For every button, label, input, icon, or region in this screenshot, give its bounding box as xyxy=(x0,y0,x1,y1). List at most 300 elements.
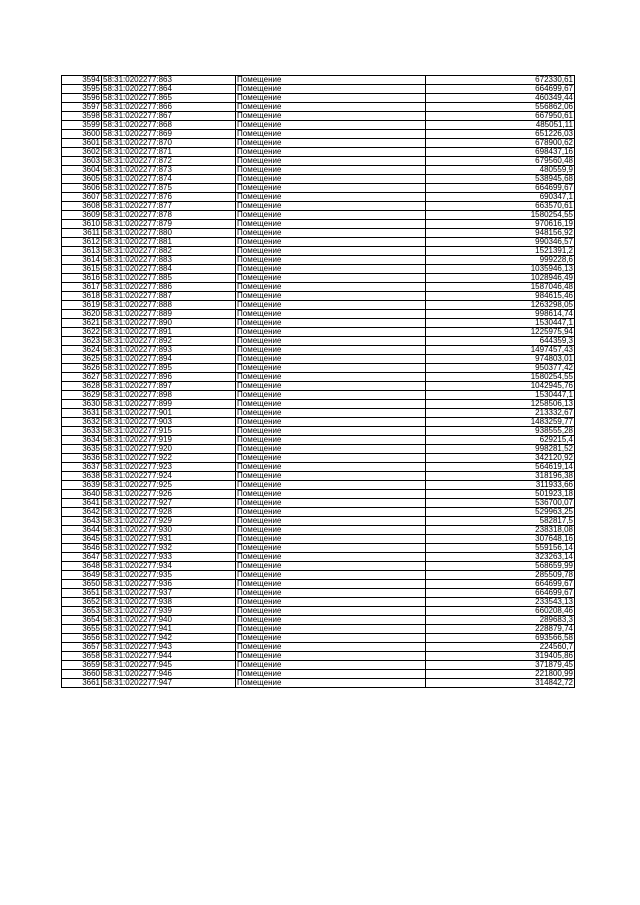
cadastral-number-cell: 58:31:0202277:944 xyxy=(102,652,236,661)
cadastral-number-cell: 58:31:0202277:873 xyxy=(102,166,236,175)
cadastral-number-cell: 58:31:0202277:884 xyxy=(102,265,236,274)
cadastral-value-cell: 1497457,43 xyxy=(426,346,575,355)
cadastral-number-cell: 58:31:0202277:922 xyxy=(102,454,236,463)
row-number-cell: 3651 xyxy=(62,589,102,598)
row-number-cell: 3622 xyxy=(62,328,102,337)
row-number-cell: 3611 xyxy=(62,229,102,238)
cadastral-value-cell: 480559,9 xyxy=(426,166,575,175)
row-number-cell: 3655 xyxy=(62,625,102,634)
object-type-cell: Помещение xyxy=(236,337,426,346)
object-type-cell: Помещение xyxy=(236,562,426,571)
table-row xyxy=(62,256,575,265)
cadastral-number-cell: 58:31:0202277:872 xyxy=(102,157,236,166)
cadastral-value-cell: 984615,46 xyxy=(426,292,575,301)
cadastral-number-cell: 58:31:0202277:931 xyxy=(102,535,236,544)
object-type-cell: Помещение xyxy=(236,643,426,652)
object-type-cell: Помещение xyxy=(236,148,426,157)
cadastral-number-cell: 58:31:0202277:897 xyxy=(102,382,236,391)
row-number-cell: 3612 xyxy=(62,238,102,247)
row-number-cell: 3654 xyxy=(62,616,102,625)
cadastral-number-cell: 58:31:0202277:929 xyxy=(102,517,236,526)
cadastral-number-cell: 58:31:0202277:919 xyxy=(102,436,236,445)
cadastral-value-cell: 998281,52 xyxy=(426,445,575,454)
table-row xyxy=(62,328,575,337)
row-number-cell: 3634 xyxy=(62,436,102,445)
table-row xyxy=(62,346,575,355)
object-type-cell: Помещение xyxy=(236,418,426,427)
row-number-cell: 3659 xyxy=(62,661,102,670)
row-number-cell: 3605 xyxy=(62,175,102,184)
cadastral-value-cell: 644359,3 xyxy=(426,337,575,346)
cadastral-number-cell: 58:31:0202277:877 xyxy=(102,202,236,211)
cadastral-value-cell: 950377,42 xyxy=(426,364,575,373)
row-number-cell: 3658 xyxy=(62,652,102,661)
object-type-cell: Помещение xyxy=(236,508,426,517)
cadastral-number-cell: 58:31:0202277:865 xyxy=(102,94,236,103)
cadastral-value-cell: 536700,07 xyxy=(426,499,575,508)
object-type-cell: Помещение xyxy=(236,355,426,364)
row-number-cell: 3630 xyxy=(62,400,102,409)
cadastral-number-cell: 58:31:0202277:896 xyxy=(102,373,236,382)
cadastral-value-cell: 1521391,2 xyxy=(426,247,575,256)
cadastral-value-cell: 311933,66 xyxy=(426,481,575,490)
cadastral-value-cell: 1580254,55 xyxy=(426,211,575,220)
table-row xyxy=(62,238,575,247)
table-row xyxy=(62,211,575,220)
table-row xyxy=(62,148,575,157)
object-type-cell: Помещение xyxy=(236,364,426,373)
cadastral-value-cell: 556862,06 xyxy=(426,103,575,112)
table-body xyxy=(62,76,575,688)
row-number-cell: 3643 xyxy=(62,517,102,526)
cadastral-number-cell: 58:31:0202277:871 xyxy=(102,148,236,157)
cadastral-number-cell: 58:31:0202277:891 xyxy=(102,328,236,337)
cadastral-value-cell: 1263298,05 xyxy=(426,301,575,310)
cadastral-value-cell: 1028946,49 xyxy=(426,274,575,283)
object-type-cell: Помещение xyxy=(236,580,426,589)
table-row xyxy=(62,85,575,94)
table-row xyxy=(62,436,575,445)
cadastral-value-cell: 678900,62 xyxy=(426,139,575,148)
object-type-cell: Помещение xyxy=(236,310,426,319)
cadastral-value-cell: 342120,92 xyxy=(426,454,575,463)
object-type-cell: Помещение xyxy=(236,454,426,463)
row-number-cell: 3602 xyxy=(62,148,102,157)
row-number-cell: 3623 xyxy=(62,337,102,346)
object-type-cell: Помещение xyxy=(236,526,426,535)
table-row xyxy=(62,373,575,382)
table-row xyxy=(62,157,575,166)
table-row xyxy=(62,454,575,463)
object-type-cell: Помещение xyxy=(236,427,426,436)
row-number-cell: 3600 xyxy=(62,130,102,139)
object-type-cell: Помещение xyxy=(236,391,426,400)
cadastral-number-cell: 58:31:0202277:924 xyxy=(102,472,236,481)
object-type-cell: Помещение xyxy=(236,598,426,607)
cadastral-number-cell: 58:31:0202277:879 xyxy=(102,220,236,229)
table-row xyxy=(62,634,575,643)
table-row xyxy=(62,184,575,193)
cadastral-value-cell: 664699,67 xyxy=(426,85,575,94)
cadastral-value-cell: 228879,74 xyxy=(426,625,575,634)
cadastral-number-cell: 58:31:0202277:869 xyxy=(102,130,236,139)
object-type-cell: Помещение xyxy=(236,490,426,499)
table-row xyxy=(62,364,575,373)
cadastral-number-cell: 58:31:0202277:881 xyxy=(102,238,236,247)
cadastral-number-cell: 58:31:0202277:945 xyxy=(102,661,236,670)
row-number-cell: 3639 xyxy=(62,481,102,490)
row-number-cell: 3635 xyxy=(62,445,102,454)
row-number-cell: 3594 xyxy=(62,76,102,85)
object-type-cell: Помещение xyxy=(236,499,426,508)
row-number-cell: 3598 xyxy=(62,112,102,121)
cadastral-number-cell: 58:31:0202277:940 xyxy=(102,616,236,625)
cadastral-number-cell: 58:31:0202277:903 xyxy=(102,418,236,427)
table-row xyxy=(62,598,575,607)
object-type-cell: Помещение xyxy=(236,544,426,553)
table-row xyxy=(62,625,575,634)
object-type-cell: Помещение xyxy=(236,463,426,472)
row-number-cell: 3649 xyxy=(62,571,102,580)
table-row xyxy=(62,202,575,211)
table-row xyxy=(62,166,575,175)
cadastral-number-cell: 58:31:0202277:920 xyxy=(102,445,236,454)
cadastral-number-cell: 58:31:0202277:893 xyxy=(102,346,236,355)
object-type-cell: Помещение xyxy=(236,283,426,292)
cadastral-number-cell: 58:31:0202277:876 xyxy=(102,193,236,202)
row-number-cell: 3648 xyxy=(62,562,102,571)
row-number-cell: 3647 xyxy=(62,553,102,562)
object-type-cell: Помещение xyxy=(236,346,426,355)
object-type-cell: Помещение xyxy=(236,319,426,328)
row-number-cell: 3619 xyxy=(62,301,102,310)
object-type-cell: Помещение xyxy=(236,373,426,382)
cadastral-number-cell: 58:31:0202277:923 xyxy=(102,463,236,472)
row-number-cell: 3597 xyxy=(62,103,102,112)
table-row xyxy=(62,112,575,121)
cadastral-value-cell: 564619,14 xyxy=(426,463,575,472)
object-type-cell: Помещение xyxy=(236,661,426,670)
cadastral-number-cell: 58:31:0202277:932 xyxy=(102,544,236,553)
object-type-cell: Помещение xyxy=(236,652,426,661)
cadastral-number-cell: 58:31:0202277:926 xyxy=(102,490,236,499)
cadastral-value-cell: 221800,99 xyxy=(426,670,575,679)
object-type-cell: Помещение xyxy=(236,157,426,166)
table-row xyxy=(62,76,575,85)
object-type-cell: Помещение xyxy=(236,616,426,625)
row-number-cell: 3617 xyxy=(62,283,102,292)
table-row xyxy=(62,670,575,679)
object-type-cell: Помещение xyxy=(236,535,426,544)
cadastral-number-cell: 58:31:0202277:942 xyxy=(102,634,236,643)
object-type-cell: Помещение xyxy=(236,481,426,490)
cadastral-value-cell: 233543,13 xyxy=(426,598,575,607)
object-type-cell: Помещение xyxy=(236,94,426,103)
object-type-cell: Помещение xyxy=(236,121,426,130)
cadastral-value-cell: 664699,67 xyxy=(426,184,575,193)
table-row xyxy=(62,580,575,589)
cadastral-number-cell: 58:31:0202277:928 xyxy=(102,508,236,517)
cadastral-number-cell: 58:31:0202277:898 xyxy=(102,391,236,400)
table-row xyxy=(62,337,575,346)
table-row xyxy=(62,526,575,535)
object-type-cell: Помещение xyxy=(236,130,426,139)
cadastral-value-cell: 999228,6 xyxy=(426,256,575,265)
table-row xyxy=(62,94,575,103)
cadastral-number-cell: 58:31:0202277:927 xyxy=(102,499,236,508)
cadastral-number-cell: 58:31:0202277:864 xyxy=(102,85,236,94)
object-type-cell: Помещение xyxy=(236,193,426,202)
object-type-cell: Помещение xyxy=(236,265,426,274)
object-type-cell: Помещение xyxy=(236,625,426,634)
row-number-cell: 3656 xyxy=(62,634,102,643)
table-row xyxy=(62,445,575,454)
cadastral-number-cell: 58:31:0202277:936 xyxy=(102,580,236,589)
cadastral-value-cell: 501923,18 xyxy=(426,490,575,499)
cadastral-value-cell: 318196,38 xyxy=(426,472,575,481)
cadastral-value-cell: 693566,58 xyxy=(426,634,575,643)
table-row xyxy=(62,544,575,553)
object-type-cell: Помещение xyxy=(236,328,426,337)
cadastral-number-cell: 58:31:0202277:939 xyxy=(102,607,236,616)
cadastral-value-cell: 664699,67 xyxy=(426,580,575,589)
table-row xyxy=(62,553,575,562)
table-row xyxy=(62,121,575,130)
cadastral-value-cell: 314842,72 xyxy=(426,679,575,688)
row-number-cell: 3633 xyxy=(62,427,102,436)
table-row xyxy=(62,490,575,499)
row-number-cell: 3627 xyxy=(62,373,102,382)
cadastral-value-cell: 538945,68 xyxy=(426,175,575,184)
object-type-cell: Помещение xyxy=(236,247,426,256)
cadastral-value-cell: 970616,19 xyxy=(426,220,575,229)
row-number-cell: 3642 xyxy=(62,508,102,517)
cadastral-number-cell: 58:31:0202277:882 xyxy=(102,247,236,256)
row-number-cell: 3650 xyxy=(62,580,102,589)
cadastral-number-cell: 58:31:0202277:892 xyxy=(102,337,236,346)
table-row xyxy=(62,679,575,688)
object-type-cell: Помещение xyxy=(236,571,426,580)
row-number-cell: 3661 xyxy=(62,679,102,688)
row-number-cell: 3620 xyxy=(62,310,102,319)
cadastral-number-cell: 58:31:0202277:863 xyxy=(102,76,236,85)
table-row xyxy=(62,283,575,292)
object-type-cell: Помещение xyxy=(236,229,426,238)
cadastral-number-cell: 58:31:0202277:889 xyxy=(102,310,236,319)
cadastral-number-cell: 58:31:0202277:901 xyxy=(102,409,236,418)
table-row xyxy=(62,301,575,310)
row-number-cell: 3603 xyxy=(62,157,102,166)
row-number-cell: 3645 xyxy=(62,535,102,544)
cadastral-number-cell: 58:31:0202277:866 xyxy=(102,103,236,112)
cadastral-value-cell: 323263,14 xyxy=(426,553,575,562)
table-row xyxy=(62,472,575,481)
cadastral-number-cell: 58:31:0202277:887 xyxy=(102,292,236,301)
cadastral-value-cell: 1587046,48 xyxy=(426,283,575,292)
object-type-cell: Помещение xyxy=(236,256,426,265)
cadastral-value-cell: 307648,16 xyxy=(426,535,575,544)
cadastral-value-cell: 485051,11 xyxy=(426,121,575,130)
cadastral-number-cell: 58:31:0202277:890 xyxy=(102,319,236,328)
row-number-cell: 3621 xyxy=(62,319,102,328)
row-number-cell: 3604 xyxy=(62,166,102,175)
cadastral-number-cell: 58:31:0202277:885 xyxy=(102,274,236,283)
cadastral-value-cell: 1530447,1 xyxy=(426,391,575,400)
row-number-cell: 3601 xyxy=(62,139,102,148)
object-type-cell: Помещение xyxy=(236,553,426,562)
cadastral-value-cell: 663570,61 xyxy=(426,202,575,211)
cadastral-number-cell: 58:31:0202277:875 xyxy=(102,184,236,193)
cadastral-number-cell: 58:31:0202277:933 xyxy=(102,553,236,562)
row-number-cell: 3637 xyxy=(62,463,102,472)
cadastral-number-cell: 58:31:0202277:894 xyxy=(102,355,236,364)
cadastral-value-cell: 529963,25 xyxy=(426,508,575,517)
table-row xyxy=(62,229,575,238)
table-row xyxy=(62,391,575,400)
object-type-cell: Помещение xyxy=(236,634,426,643)
table-row xyxy=(62,589,575,598)
cadastral-value-cell: 664699,67 xyxy=(426,589,575,598)
table-row xyxy=(62,247,575,256)
cadastral-value-cell: 679560,48 xyxy=(426,157,575,166)
table-row xyxy=(62,274,575,283)
object-type-cell: Помещение xyxy=(236,274,426,283)
cadastral-number-cell: 58:31:0202277:874 xyxy=(102,175,236,184)
object-type-cell: Помещение xyxy=(236,76,426,85)
object-type-cell: Помещение xyxy=(236,184,426,193)
object-type-cell: Помещение xyxy=(236,382,426,391)
table-row xyxy=(62,508,575,517)
table-row xyxy=(62,481,575,490)
table-row xyxy=(62,409,575,418)
row-number-cell: 3657 xyxy=(62,643,102,652)
cadastral-value-cell: 651226,03 xyxy=(426,130,575,139)
object-type-cell: Помещение xyxy=(236,679,426,688)
row-number-cell: 3638 xyxy=(62,472,102,481)
row-number-cell: 3641 xyxy=(62,499,102,508)
cadastral-value-cell: 629215,4 xyxy=(426,436,575,445)
table-row xyxy=(62,130,575,139)
cadastral-number-cell: 58:31:0202277:883 xyxy=(102,256,236,265)
cadastral-number-cell: 58:31:0202277:937 xyxy=(102,589,236,598)
cadastral-number-cell: 58:31:0202277:934 xyxy=(102,562,236,571)
cadastral-value-cell: 1225975,94 xyxy=(426,328,575,337)
cadastral-number-cell: 58:31:0202277:943 xyxy=(102,643,236,652)
cadastral-value-cell: 1035946,13 xyxy=(426,265,575,274)
cadastral-value-cell: 1580254,55 xyxy=(426,373,575,382)
cadastral-value-cell: 224560,7 xyxy=(426,643,575,652)
table-row xyxy=(62,652,575,661)
object-type-cell: Помещение xyxy=(236,517,426,526)
object-type-cell: Помещение xyxy=(236,103,426,112)
row-number-cell: 3652 xyxy=(62,598,102,607)
row-number-cell: 3595 xyxy=(62,85,102,94)
cadastral-value-cell: 289683,3 xyxy=(426,616,575,625)
object-type-cell: Помещение xyxy=(236,238,426,247)
object-type-cell: Помещение xyxy=(236,607,426,616)
cadastral-number-cell: 58:31:0202277:888 xyxy=(102,301,236,310)
property-table xyxy=(61,75,575,688)
cadastral-number-cell: 58:31:0202277:915 xyxy=(102,427,236,436)
cadastral-value-cell: 974803,01 xyxy=(426,355,575,364)
row-number-cell: 3625 xyxy=(62,355,102,364)
table-row xyxy=(62,220,575,229)
cadastral-value-cell: 582817,5 xyxy=(426,517,575,526)
row-number-cell: 3640 xyxy=(62,490,102,499)
table-row xyxy=(62,265,575,274)
cadastral-value-cell: 990346,57 xyxy=(426,238,575,247)
row-number-cell: 3599 xyxy=(62,121,102,130)
row-number-cell: 3660 xyxy=(62,670,102,679)
cadastral-number-cell: 58:31:0202277:925 xyxy=(102,481,236,490)
cadastral-number-cell: 58:31:0202277:870 xyxy=(102,139,236,148)
cadastral-value-cell: 238318,08 xyxy=(426,526,575,535)
table-row xyxy=(62,571,575,580)
row-number-cell: 3646 xyxy=(62,544,102,553)
table-row xyxy=(62,535,575,544)
table-row xyxy=(62,193,575,202)
cadastral-number-cell: 58:31:0202277:930 xyxy=(102,526,236,535)
table-row xyxy=(62,355,575,364)
cadastral-number-cell: 58:31:0202277:938 xyxy=(102,598,236,607)
row-number-cell: 3626 xyxy=(62,364,102,373)
table-row xyxy=(62,463,575,472)
row-number-cell: 3615 xyxy=(62,265,102,274)
row-number-cell: 3609 xyxy=(62,211,102,220)
object-type-cell: Помещение xyxy=(236,472,426,481)
table-row xyxy=(62,616,575,625)
row-number-cell: 3618 xyxy=(62,292,102,301)
object-type-cell: Помещение xyxy=(236,202,426,211)
row-number-cell: 3624 xyxy=(62,346,102,355)
row-number-cell: 3653 xyxy=(62,607,102,616)
cadastral-number-cell: 58:31:0202277:886 xyxy=(102,283,236,292)
table-row xyxy=(62,139,575,148)
row-number-cell: 3608 xyxy=(62,202,102,211)
cadastral-value-cell: 371879,45 xyxy=(426,661,575,670)
cadastral-value-cell: 1530447,1 xyxy=(426,319,575,328)
row-number-cell: 3632 xyxy=(62,418,102,427)
row-number-cell: 3644 xyxy=(62,526,102,535)
cadastral-number-cell: 58:31:0202277:868 xyxy=(102,121,236,130)
object-type-cell: Помещение xyxy=(236,85,426,94)
object-type-cell: Помещение xyxy=(236,436,426,445)
row-number-cell: 3628 xyxy=(62,382,102,391)
row-number-cell: 3607 xyxy=(62,193,102,202)
cadastral-value-cell: 690347,1 xyxy=(426,193,575,202)
cadastral-number-cell: 58:31:0202277:878 xyxy=(102,211,236,220)
cadastral-value-cell: 213332,67 xyxy=(426,409,575,418)
table-row xyxy=(62,103,575,112)
table-row xyxy=(62,382,575,391)
object-type-cell: Помещение xyxy=(236,139,426,148)
table-row xyxy=(62,427,575,436)
row-number-cell: 3610 xyxy=(62,220,102,229)
object-type-cell: Помещение xyxy=(236,670,426,679)
cadastral-value-cell: 319405,86 xyxy=(426,652,575,661)
cadastral-number-cell: 58:31:0202277:899 xyxy=(102,400,236,409)
object-type-cell: Помещение xyxy=(236,211,426,220)
table-row xyxy=(62,319,575,328)
table-row xyxy=(62,517,575,526)
table-row xyxy=(62,607,575,616)
object-type-cell: Помещение xyxy=(236,292,426,301)
cadastral-number-cell: 58:31:0202277:935 xyxy=(102,571,236,580)
row-number-cell: 3616 xyxy=(62,274,102,283)
table-row xyxy=(62,175,575,184)
object-type-cell: Помещение xyxy=(236,445,426,454)
cadastral-value-cell: 938555,28 xyxy=(426,427,575,436)
